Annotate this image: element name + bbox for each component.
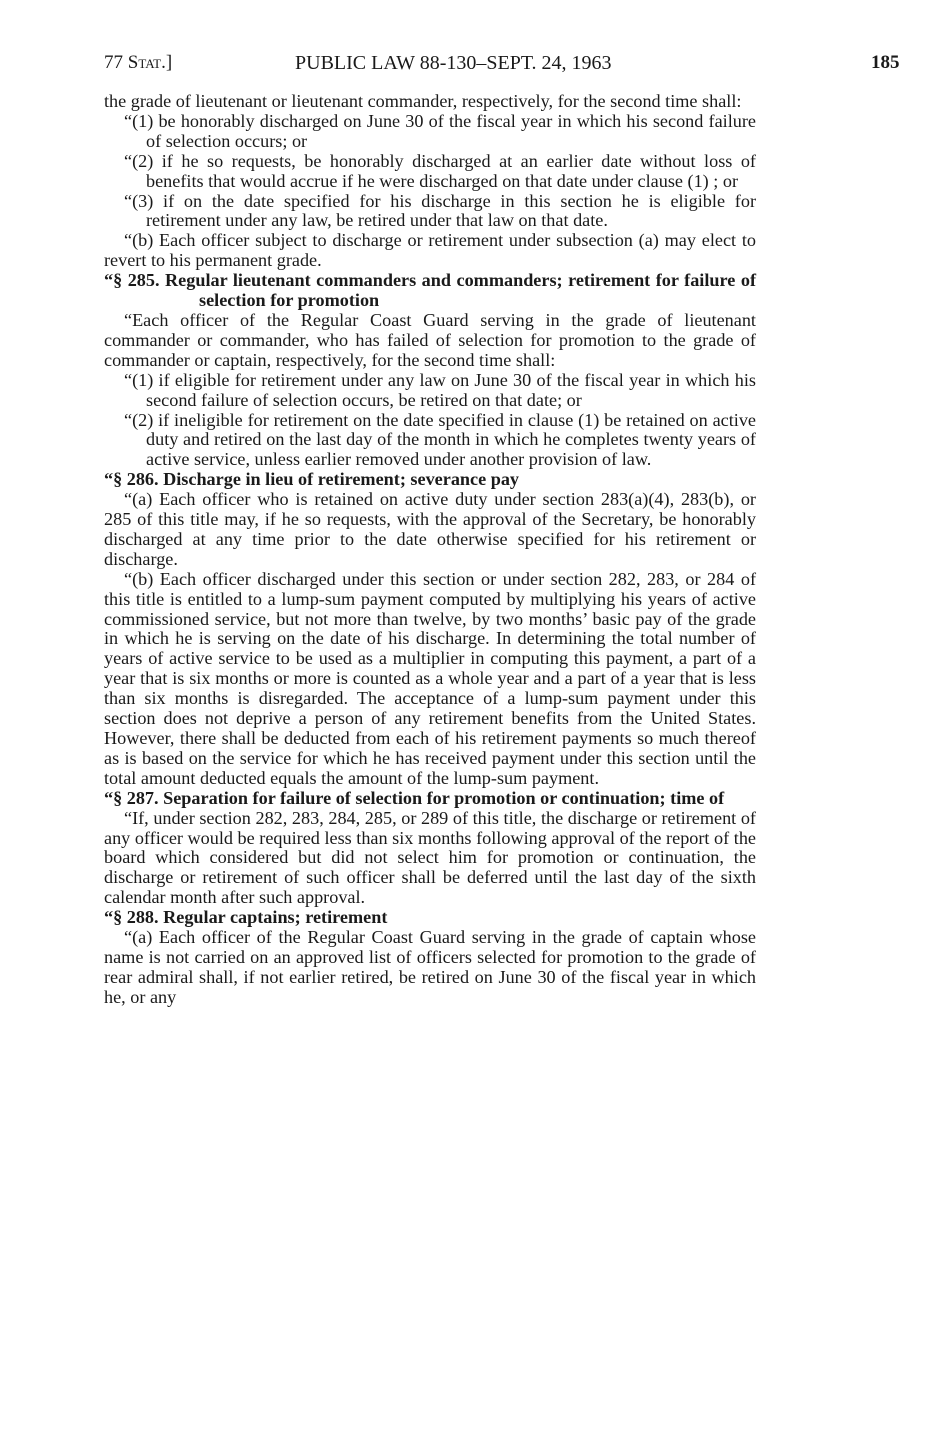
clause: “(1) if eligible for retirement under any law on June 30 of the fiscal year in which his second failure of selection occurs, be retired on that date; or [124,369,756,410]
paragraph: “(a) Each officer of the Regular Coast Guard serving in the grade of captain whose name is not carried on an approved list of officers selected for promotion to the grade of rear admiral shall, if not earlier retired, be retired on June 30 of the fiscal year in which he, or any [104,927,756,1007]
page-title: PUBLIC LAW 88-130–SEPT. 24, 1963 [295,52,612,74]
clause: “(2) if ineligible for retirement on the date specified in clause (1) be retained on active duty and retired on the last day of the month in which he completes twenty years of active service, unless earlier removed under another provision of law. [124,409,756,470]
statute-volume: 77 [104,52,123,73]
statute-label: Stat. [127,52,166,73]
statute-bracket: ] [165,52,173,73]
page-number: 185 [871,52,900,73]
paragraph: “(b) Each officer discharged under this section or under section 282, 283, or 284 of this title is entitled to a lump-sum payment computed by multiplying his years of active commissioned service, but not more than twelve, by two months’ basic pay of the grade in which he is serving on the date of his discharge. In determining the total number of years of active service to be used as a multiplier in computing this payment, a part of a year that is six months or more is counted as a whole year and a part of a year that is less than six months is disregarded. The acceptance of a lump-sum payment under this section does not deprive a person of any retirement benefits from the United States. However, there shall be deducted from each of his retirement payments so much thereof as is based on the service for which he has received payment under this section until the total amount deducted equals the amount of the lump-sum payment. [104,568,756,788]
clause: “(3) if on the date specified for his discharge in this section he is eligible for retirement under any law, be retired under that law on that date. [124,190,756,231]
section-heading: “§ 288. Regular captains; retirement [104,907,388,928]
section-heading: “§ 286. Discharge in lieu of retirement; severance pay [104,469,520,490]
paragraph: “(b) Each officer subject to discharge or retirement under subsection (a) may elect to revert to his permanent grade. [104,230,756,271]
clause: “(2) if he so requests, be honorably discharged at an earlier date without loss of benefits that would accrue if he were discharged on that date under clause (1) ; or [124,150,756,191]
clause: “(1) be honorably discharged on June 30 of the fiscal year in which his second failure of selection occurs; or [124,110,756,151]
running-header [0,0,943,80]
paragraph: the grade of lieutenant or lieutenant commander, respectively, for the second time shall: [104,91,742,111]
paragraph: “(a) Each officer who is retained on active duty under section 283(a)(4), 283(b), or 285 of this title may, if he so requests, with the approval of the Secretary, be honorably discharged at any time prior to the date otherwise specified for his retirement or discharge. [104,489,756,569]
paragraph: “If, under section 282, 283, 284, 285, or 289 of this title, the discharge or retirement of any officer would be required less than six months following approval of the report of the board which considered but did not select him for promotion or continuation, the discharge or retirement of such officer shall be deferred until the last day of the sixth calendar month after such approval. [104,807,756,908]
section-heading: “§ 287. Separation for failure of selection for promotion or continuation; time of [104,787,725,808]
document-body [104,92,756,1008]
section-heading: “§ 285. Regular lieutenant commanders and commanders; retirement for failure of selection for promotion [104,270,756,311]
statute-reference [104,52,172,74]
paragraph: “Each officer of the Regular Coast Guard serving in the grade of lieutenant commander or commander, who has failed of selection for promotion to the grade of commander or captain, respectively, for the second time shall: [104,309,756,370]
